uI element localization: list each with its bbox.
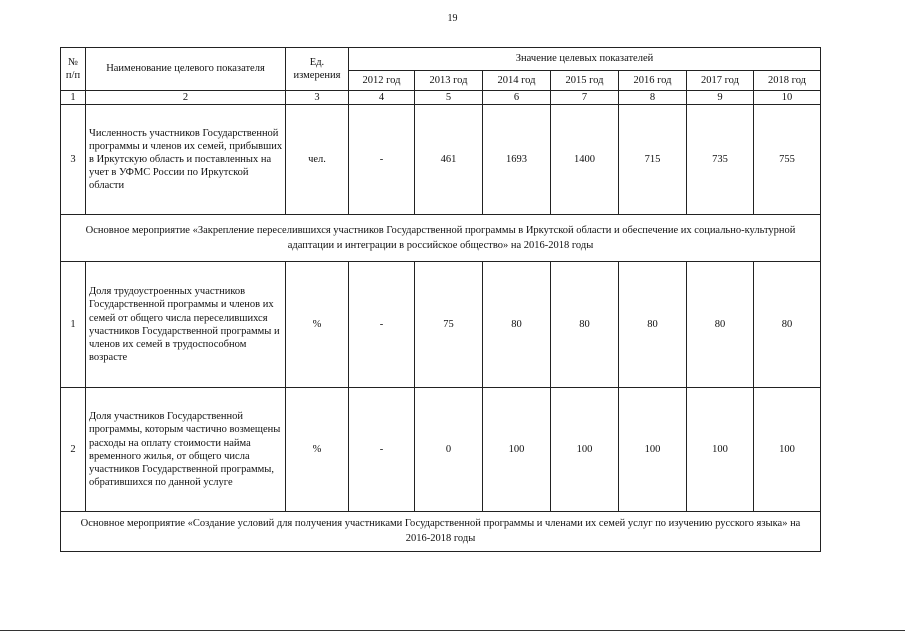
section-title: Основное мероприятие «Закрепление переселившихся участников Государственной программы в Иркутской области и обеспечение их социально-культурной адаптации и интеграции в российское общество» на 2016-2018 годы	[61, 215, 821, 262]
row-unit: %	[286, 262, 349, 388]
row-value: 100	[687, 388, 754, 512]
row-value: 100	[483, 388, 551, 512]
header-unit: Ед. измерения	[286, 48, 349, 91]
header-year: 2017 год	[687, 71, 754, 91]
row-value: -	[349, 388, 415, 512]
row-value: 80	[551, 262, 619, 388]
header-year: 2012 год	[349, 71, 415, 91]
table-row	[61, 388, 821, 512]
col-number: 3	[286, 91, 349, 105]
col-number: 7	[551, 91, 619, 105]
row-value: 80	[754, 262, 821, 388]
row-value: 0	[415, 388, 483, 512]
header-year: 2016 год	[619, 71, 687, 91]
section-row	[61, 512, 821, 551]
header-year: 2015 год	[551, 71, 619, 91]
row-value: 100	[619, 388, 687, 512]
row-value: -	[349, 105, 415, 215]
row-value: 80	[619, 262, 687, 388]
section-title: Основное мероприятие «Создание условий для получения участниками Государственной программы и членами их семей услуг по изучению русского языка» на 2016-2018 годы	[61, 512, 821, 551]
row-value: 1693	[483, 105, 551, 215]
col-number: 9	[687, 91, 754, 105]
col-number: 6	[483, 91, 551, 105]
col-number: 4	[349, 91, 415, 105]
row-value: 80	[687, 262, 754, 388]
section-row	[61, 215, 821, 262]
table-row	[61, 262, 821, 388]
page-number: 19	[447, 13, 458, 24]
row-unit: %	[286, 388, 349, 512]
row-value: 715	[619, 105, 687, 215]
column-numbers-row	[61, 91, 821, 105]
row-value: 735	[687, 105, 754, 215]
row-value: 1400	[551, 105, 619, 215]
row-value: 100	[551, 388, 619, 512]
header-name: Наименование целевого показателя	[86, 48, 286, 91]
row-value: 80	[483, 262, 551, 388]
header-row-top	[61, 48, 821, 71]
row-name: Доля трудоустроенных участников Государственной программы и членов их семей от общего числа переселившихся участников Государственной программы и членов их семей в трудоспособном возрасте	[86, 262, 286, 388]
row-value: 755	[754, 105, 821, 215]
row-unit: чел.	[286, 105, 349, 215]
col-number: 2	[86, 91, 286, 105]
col-number: 1	[61, 91, 86, 105]
indicators-table	[60, 47, 821, 552]
row-value: 100	[754, 388, 821, 512]
row-value: -	[349, 262, 415, 388]
header-year: 2018 год	[754, 71, 821, 91]
row-name: Численность участников Государственной программы и членов их семей, прибывших в Иркутскую область и поставленных на учет в УФМС России по Иркутской области	[86, 105, 286, 215]
header-num: № п/п	[61, 48, 86, 91]
col-number: 5	[415, 91, 483, 105]
row-num: 3	[61, 105, 86, 215]
header-values: Значение целевых показателей	[349, 48, 821, 71]
col-number: 8	[619, 91, 687, 105]
header-year: 2014 год	[483, 71, 551, 91]
table-row	[61, 105, 821, 215]
row-value: 461	[415, 105, 483, 215]
row-name: Доля участников Государственной программы, которым частично возмещены расходы на оплату стоимости найма временного жилья, от общего числа участников Государственной программы, обратившихся по данной услуге	[86, 388, 286, 512]
row-value: 75	[415, 262, 483, 388]
row-num: 1	[61, 262, 86, 388]
col-number: 10	[754, 91, 821, 105]
page-bottom-edge	[0, 630, 905, 631]
row-num: 2	[61, 388, 86, 512]
header-year: 2013 год	[415, 71, 483, 91]
